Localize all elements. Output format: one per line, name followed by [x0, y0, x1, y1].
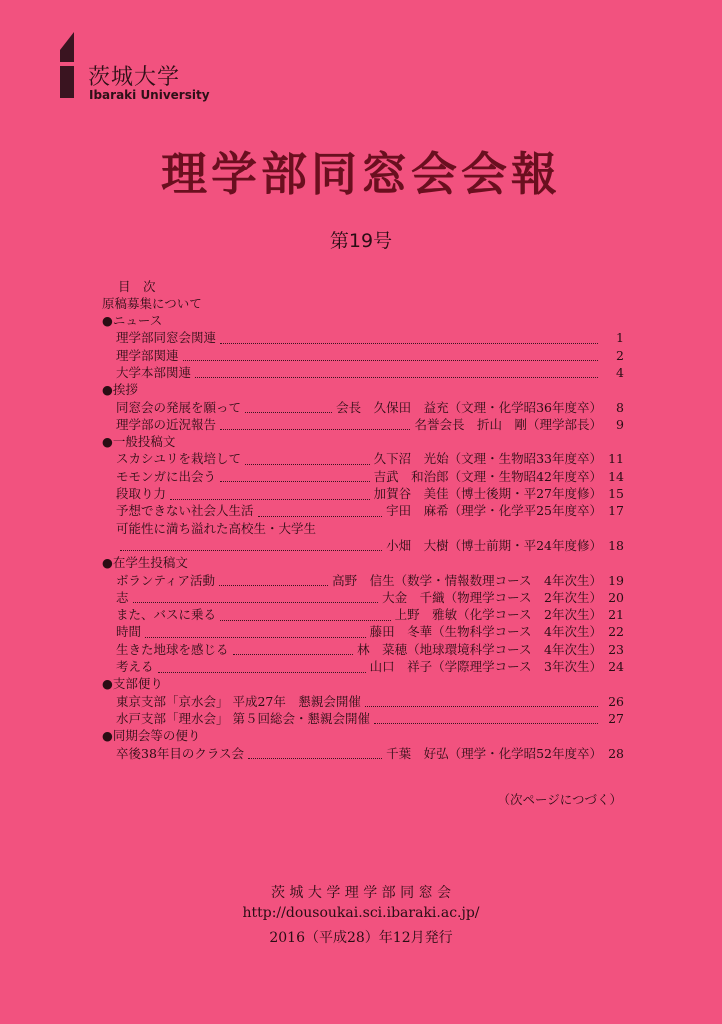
toc-leader-dots — [220, 610, 391, 621]
toc-leader-dots — [365, 696, 598, 707]
toc-entry-author: 上野 雅敏（化学コース 2年次生） — [394, 607, 602, 623]
toc-entry — [116, 710, 624, 728]
toc-entry-author: 加賀谷 美佳（博士後期・平27年度修） — [373, 486, 602, 501]
toc-entry — [116, 347, 624, 365]
toc-entry-author: 高野 信生（数学・情報数理コース 4年次生） — [332, 572, 602, 588]
toc-entry-title: 志 — [116, 589, 129, 605]
toc-entry-author: 宇田 麻希（理学・化学平25年度卒） — [386, 503, 602, 519]
toc-entry-page: 27 — [608, 710, 624, 726]
toc-leader-dots — [158, 662, 366, 673]
continued-note: （次ページにつづく） — [497, 792, 622, 807]
toc-entry — [116, 364, 624, 382]
toc-entry-author: 大金 千織（物理学コース 2年次生） — [382, 589, 602, 605]
issue-number: 第19号 — [329, 230, 393, 252]
toc-entry-title: スカシユリを栽培して — [116, 451, 242, 467]
toc-entry-title: 理学部の近況報告 — [116, 416, 217, 432]
toc-leader-dots — [183, 350, 598, 361]
toc-entry-page: 22 — [608, 624, 624, 640]
toc-entry-author: 会長 久保田 益充（文理・化学昭36年度卒） — [336, 399, 602, 415]
toc-entry-page: 21 — [608, 607, 624, 623]
toc-entry-page: 23 — [608, 641, 624, 657]
toc-entry-title: 予想できない社会人生活 — [116, 503, 254, 519]
toc-entry-title: 理学部関連 — [116, 347, 179, 363]
toc-entry-page: 11 — [608, 451, 624, 467]
toc-leader-dots — [233, 644, 354, 655]
toc-entry-author: 千葉 好弘（理学・化学昭52年度卒） — [386, 745, 602, 761]
toc-entry — [116, 399, 624, 417]
university-logo-mark-icon — [56, 30, 78, 100]
publisher-name: 茨 城 大 学 理 学 部 同 窓 会 — [270, 885, 452, 901]
toc-entry-title: 段取り力 — [116, 486, 167, 501]
toc-entry-title: ボランティア活動 — [116, 572, 216, 588]
toc-entry-author: 吉武 和治郎（文理・生物昭42年度卒） — [373, 468, 602, 484]
toc-entry-title: 理学部同窓会関連 — [116, 330, 217, 346]
toc-entry-page: 14 — [608, 468, 624, 484]
toc-entry-title: 生きた地球を感じる — [116, 641, 229, 657]
toc-entry-title: モモンガに出会う — [116, 468, 217, 484]
toc-entry-page: 2 — [616, 347, 624, 363]
toc-entry — [116, 416, 624, 434]
toc-leader-dots — [245, 454, 370, 465]
university-name-jp: 茨城大学 — [88, 65, 181, 90]
toc-entry-page: 24 — [608, 659, 624, 674]
toc-section-heading: ●支部便り — [102, 676, 163, 692]
toc-entry-title: 大学本部関連 — [116, 364, 192, 380]
toc-leader-dots — [248, 748, 382, 759]
toc-entry-author: 久下沼 光始（文理・生物昭33年度卒） — [373, 451, 602, 467]
university-logo — [56, 30, 216, 106]
toc-entry — [116, 693, 624, 711]
toc-entry-title: 卒後38年目のクラス会 — [116, 745, 245, 761]
toc-entry-title: 時間 — [116, 624, 142, 640]
toc-entry-page: 19 — [608, 572, 624, 588]
toc-section-heading: ●一般投稿文 — [102, 434, 176, 450]
toc-section-heading: ●ニュース — [102, 313, 163, 328]
publisher-url[interactable]: http://dousoukai.sci.ibaraki.ac.jp/ — [242, 905, 480, 921]
toc-entry-page: 8 — [616, 399, 624, 415]
toc-entry — [116, 502, 624, 520]
toc-entry — [116, 572, 624, 590]
toc-entry-title: また、バスに乗る — [116, 607, 217, 623]
toc-intro: 原稿募集について — [102, 296, 202, 311]
toc-leader-dots — [220, 419, 410, 430]
toc-entry-title: 可能性に満ち溢れた高校生・大学生 — [116, 520, 317, 536]
toc-entry — [116, 641, 624, 659]
toc-entry — [116, 589, 624, 607]
bulletin-title: 理学部同窓会会報 — [161, 147, 561, 201]
toc-heading: 目 次 — [118, 279, 156, 294]
toc-entry-author: 山口 祥子（学際理学コース 3年次生） — [369, 659, 602, 674]
toc-leader-dots — [374, 713, 598, 724]
toc-leader-dots — [220, 471, 370, 482]
toc-entry-page: 1 — [616, 330, 624, 346]
toc-entry-author: 名誉会長 折山 剛（理学部長） — [414, 416, 602, 432]
toc-entry-page: 15 — [608, 486, 624, 501]
toc-entry — [116, 520, 624, 538]
toc-entry-page: 17 — [608, 503, 624, 519]
toc-leader-dots — [195, 367, 598, 378]
toc-leader-dots — [145, 627, 366, 638]
toc-leader-dots — [245, 402, 332, 413]
toc-entry-page: 26 — [608, 693, 624, 709]
toc-entry-title: 考える — [116, 659, 154, 674]
toc-entry-author: 藤田 冬華（生物科学コース 4年次生） — [369, 624, 602, 640]
publish-date: 2016（平成28）年12月発行 — [269, 930, 453, 946]
toc-entry — [116, 658, 624, 676]
toc-entry — [116, 450, 624, 468]
toc-entry — [116, 606, 624, 624]
toc-leader-dots — [219, 575, 328, 586]
toc-entry-title: 水戸支部「理水会」 第５回総会・懇親会開催 — [116, 710, 370, 726]
toc-entry-page: 18 — [608, 537, 624, 553]
toc-section-heading: ●在学生投稿文 — [102, 555, 188, 571]
toc-entry — [116, 537, 624, 555]
toc-entry-title: 同窓会の発展を願って — [116, 399, 242, 415]
toc-section-heading: ●挨拶 — [102, 382, 138, 398]
toc-leader-dots — [120, 540, 382, 551]
toc-section-heading: ●同期会等の便り — [102, 728, 201, 744]
toc-entry-page: 9 — [616, 416, 624, 432]
toc-entry — [116, 329, 624, 347]
university-name-en: Ibaraki University — [89, 88, 210, 102]
toc-leader-dots — [220, 333, 598, 344]
toc-leader-dots — [133, 592, 379, 603]
toc-leader-dots — [170, 489, 370, 500]
toc-entry — [116, 623, 624, 641]
toc-entry-page: 4 — [616, 364, 624, 380]
toc-entry-page: 20 — [608, 589, 624, 605]
toc-entry-author: 林 菜穂（地球環境科学コース 4年次生） — [357, 641, 602, 657]
toc-entry-page: 28 — [608, 745, 624, 761]
toc-entry — [116, 745, 624, 763]
toc-leader-dots — [258, 506, 383, 517]
toc-entry-title: 東京支部「京水会」 平成27年 懇親会開催 — [116, 693, 361, 709]
toc-entry-author: 小畑 大樹（博士前期・平24年度修） — [386, 537, 602, 553]
toc-entry — [116, 468, 624, 486]
toc-entry — [116, 485, 624, 503]
